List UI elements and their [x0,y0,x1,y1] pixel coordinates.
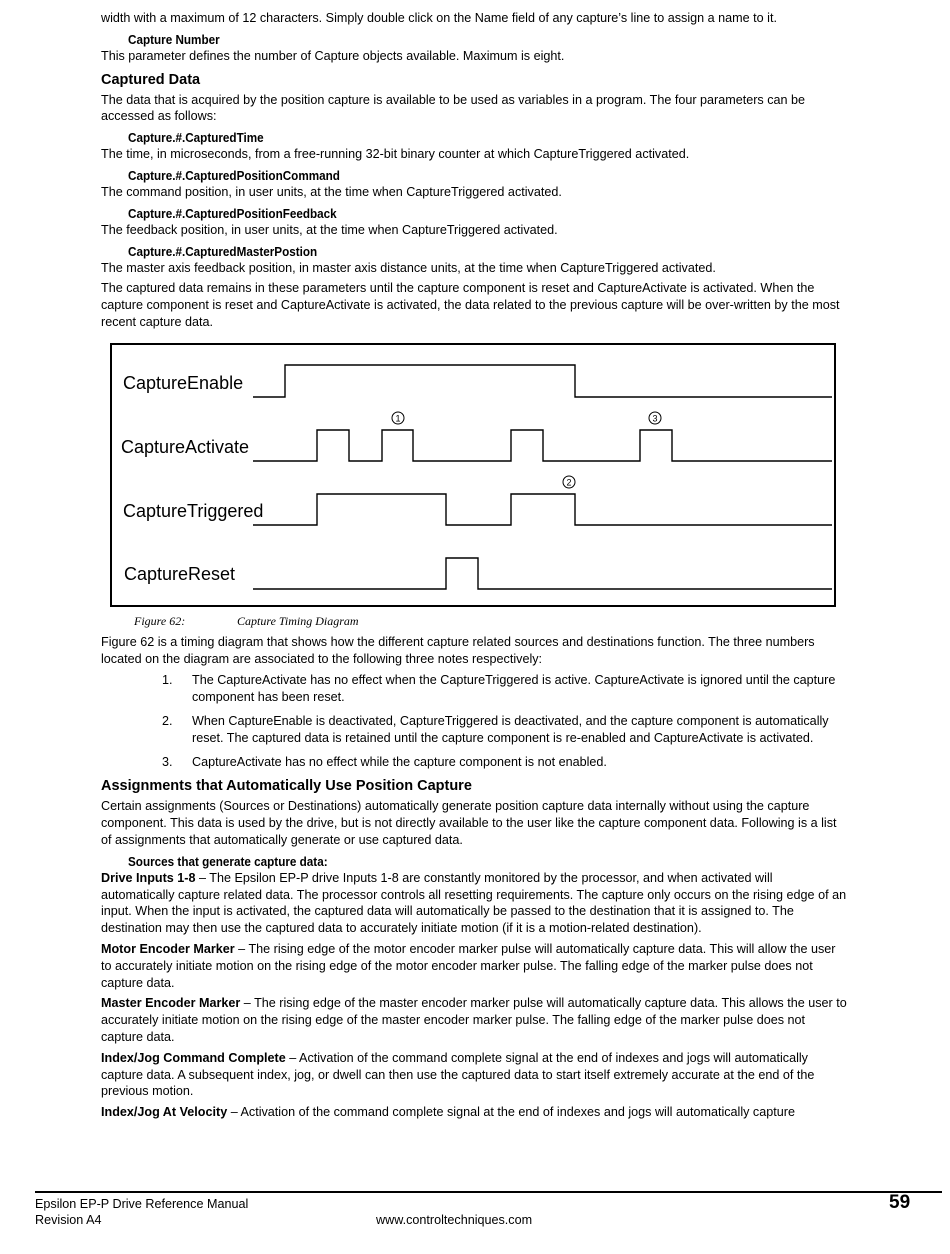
param-text: The master axis feedback position, in master axis distance units, at the time when CaptureTriggered activated. [101,260,716,275]
captured-data-heading: Captured Data [101,71,201,88]
waveform-activate [253,430,832,461]
waveform-triggered [253,494,832,525]
source-item [101,1050,847,1100]
figure-title: Capture Timing Diagram [237,613,359,628]
param-name: Capture.#.CapturedTime [128,130,264,146]
note-number: 3. [162,754,173,769]
assignments-intro: Certain assignments (Sources or Destinations) automatically generate position capture data internally without using the capture component. This data is used by the drive, but is not directly available to the user like the capture component data. Following is a list of assignments that automatically generate or use captured data. [101,799,837,847]
source-term: Drive Inputs 1-8 [101,870,196,885]
signal-label-triggered: CaptureTriggered [123,500,264,521]
footer-revision: Revision A4 [35,1213,102,1227]
waveform-reset [253,558,832,589]
note-text: CaptureActivate has no effect while the capture component is not enabled. [192,754,607,769]
param-text: The feedback position, in user units, at the time when CaptureTriggered activated. [101,222,558,237]
footer-website-link[interactable]: www.controltechniques.com [376,1213,533,1227]
source-text: – Activation of the command complete signal at the end of indexes and jogs will automatically capture [227,1105,795,1120]
intro-text: width with a maximum of 12 characters. Simply double click on the Name field of any capture’s line to assign a name to it. [101,11,777,25]
assignments-heading: Assignments that Automatically Use Position Capture [101,778,472,795]
source-term: Index/Jog Command Complete [101,1050,286,1065]
source-term: Index/Jog At Velocity [101,1105,228,1120]
param-name: Capture.#.CapturedPositionFeedback [128,205,337,221]
param-name: Capture.#.CapturedMasterPostion [128,243,318,259]
source-text: – The Epsilon EP-P drive Inputs 1-8 are constantly monitored by the processor, and when activated will automatically capture related data. The processor controls all resetting requirements. The capture only occurs on the rising edge of an input. When the input is activated, the captured data will automatically be passed to the destination that it is assigned to. The destination may then use the captured data to accurately initiate motion (if it is a motion-related destination). [101,870,847,936]
note-number: 1. [162,673,173,688]
source-term: Motor Encoder Marker [101,941,235,956]
captured-data-intro: The data that is acquired by the position capture is available to be used as variables in a program. The four parameters can be accessed as follows: [101,92,806,124]
param-text: The command position, in user units, at the time when CaptureTriggered activated. [101,184,562,199]
source-item [101,995,847,1045]
capture-number-text: This parameter defines the number of Capture objects available. Maximum is eight. [101,48,565,63]
source-item [101,870,847,937]
sources-heading: Sources that generate capture data: [128,853,328,869]
captured-data-closing: The captured data remains in these parameters until the capture component is reset and CaptureActivate is activated. When the capture component is reset and CaptureActivate is activated, the data related to the previous capture will be over-written by the most recent capture data. [101,281,840,329]
page-content [101,10,847,1125]
list-item [101,754,847,771]
figure-number: Figure 62: [134,613,186,628]
note-number: 2. [162,713,173,728]
timing-diagram-svg [110,343,837,609]
figure-caption [134,613,847,629]
notes-list [101,672,847,770]
figure-description: Figure 62 is a timing diagram that shows how the different capture related sources and destinations function. The three numbers located on the diagram are associated to the following three notes respectively: [101,634,815,666]
capture-number-heading: Capture Number [128,31,220,47]
param-name: Capture.#.CapturedPositionCommand [128,167,340,183]
note-marker-label-1: 1 [395,413,401,424]
source-term: Master Encoder Marker [101,996,241,1011]
source-text: – Activation of the command complete signal at the end of indexes and jogs will automatically capture data. A subsequent index, jog, or dwell can then use the captured data to start itself extremely accurate at the end of the previous motion. [101,1050,815,1099]
note-marker-label-3: 3 [652,413,658,424]
signal-label-reset: CaptureReset [124,563,236,584]
source-text: – The rising edge of the master encoder marker pulse will automatically capture data. This allows the user to accurately initiate motion on the rising edge of the master encoder marker pulse. The falling edge of the marker pulse does not capture data. [101,996,847,1044]
note-text: The CaptureActivate has no effect when the CaptureTriggered is active. CaptureActivate is ignored until the capture component has been reset. [192,673,836,705]
source-item [101,941,847,991]
signal-label-enable: CaptureEnable [123,372,244,393]
signal-label-activate: CaptureActivate [121,436,250,457]
param-text: The time, in microseconds, from a free-running 32-bit binary counter at which CaptureTriggered activated. [101,147,690,162]
footer-divider [35,1191,942,1193]
list-item [101,713,847,747]
footer-manual-title: Epsilon EP-P Drive Reference Manual [35,1197,249,1211]
source-text: – The rising edge of the motor encoder marker pulse will automatically capture data. This will allow the user to accurately initiate motion on the rising edge of the motor encoder marker pulse. The falling edge of the marker pulse does not capture data. [101,941,836,990]
list-item [101,672,847,706]
note-text: When CaptureEnable is deactivated, CaptureTriggered is deactivated, and the capture component is automatically reset. The captured data is retained until the capture component is re-enabled and CaptureActivate is activated. [192,713,829,745]
page-number: 59 [889,1192,911,1213]
note-marker-label-2: 2 [566,477,572,488]
waveform-enable [253,365,832,397]
source-item [101,1104,847,1121]
capture-timing-diagram [110,343,837,609]
